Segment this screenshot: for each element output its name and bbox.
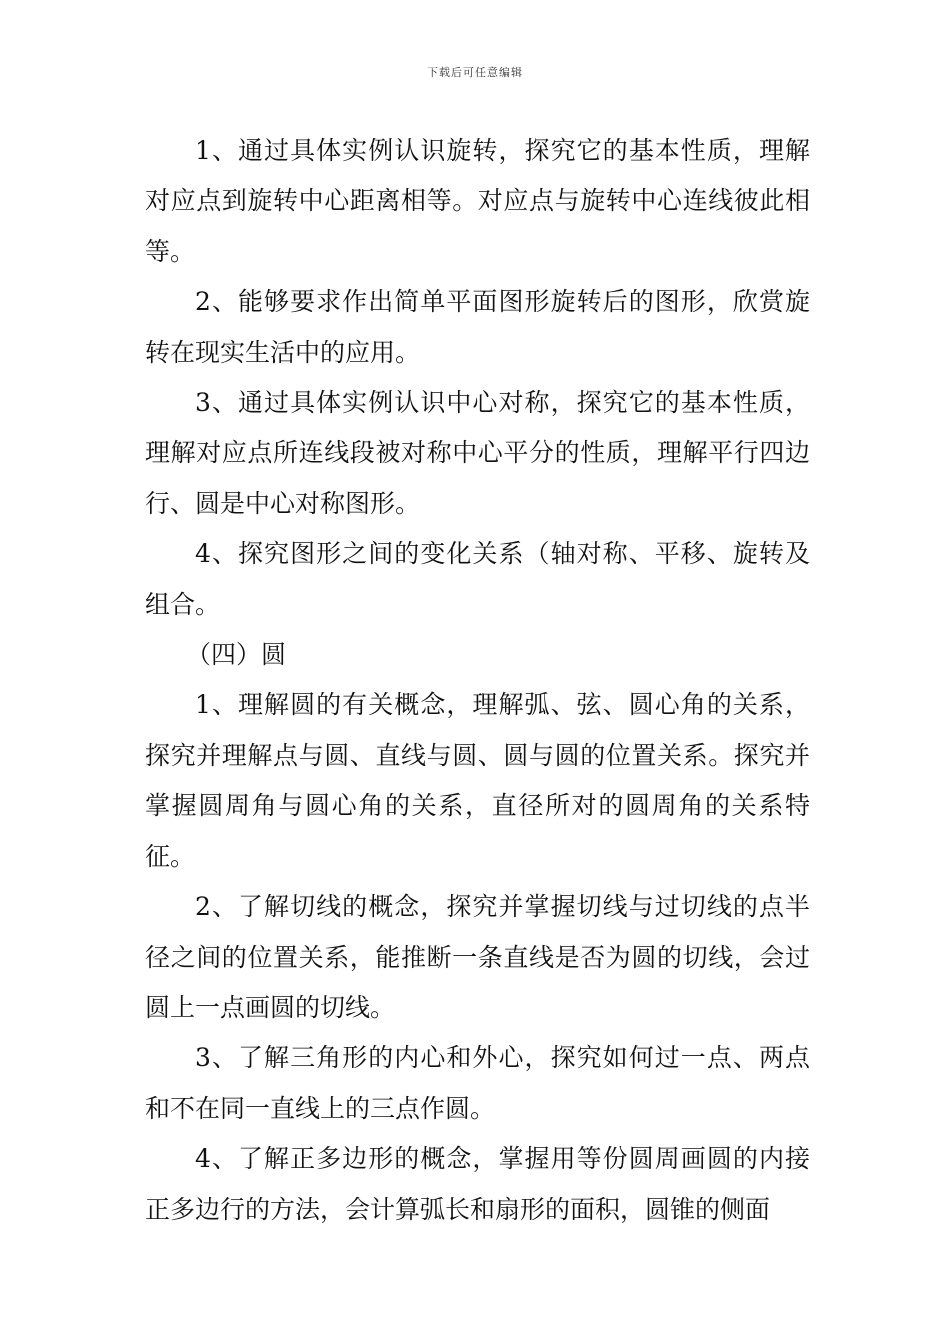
- paragraph-circle-4: 4、了解正多边形的概念，掌握用等份圆周画圆的内接正多边行的方法，会计算弧长和扇形的面积，圆锥的侧面: [145, 1144, 810, 1224]
- paragraph-circle-3: 3、了解三角形的内心和外心，探究如何过一点、两点和不在同一直线上的三点作圆。: [145, 1043, 810, 1123]
- section-heading-circle: （四）圆: [186, 640, 287, 670]
- paragraph-transform-4: 4、探究图形之间的变化关系（轴对称、平移、旋转及组合。: [145, 539, 810, 619]
- paragraph-circle-1: 1、理解圆的有关概念，理解弧、弦、圆心角的关系，探究并理解点与圆、直线与圆、圆与圆的位置关系。探究并掌握圆周角与圆心角的关系，直径所对的圆周角的关系特征。: [145, 690, 810, 871]
- paragraph-circle-2: 2、了解切线的概念，探究并掌握切线与过切线的点半径之间的位置关系，能推断一条直线是否为圆的切线，会过圆上一点画圆的切线。: [145, 892, 810, 1022]
- page-header: 下载后可任意编辑: [427, 66, 523, 79]
- paragraph-central-symmetry-3: 3、通过具体实例认识中心对称，探究它的基本性质，理解对应点所连线段被对称中心平分的性质，理解平行四边行、圆是中心对称图形。: [145, 388, 810, 518]
- paragraph-rotation-1: 1、通过具体实例认识旋转，探究它的基本性质，理解对应点到旋转中心距离相等。对应点与旋转中心连线彼此相等。: [145, 136, 810, 266]
- paragraph-rotation-2: 2、能够要求作出简单平面图形旋转后的图形，欣赏旋转在现实生活中的应用。: [145, 287, 810, 367]
- document-body: [145, 126, 810, 1235]
